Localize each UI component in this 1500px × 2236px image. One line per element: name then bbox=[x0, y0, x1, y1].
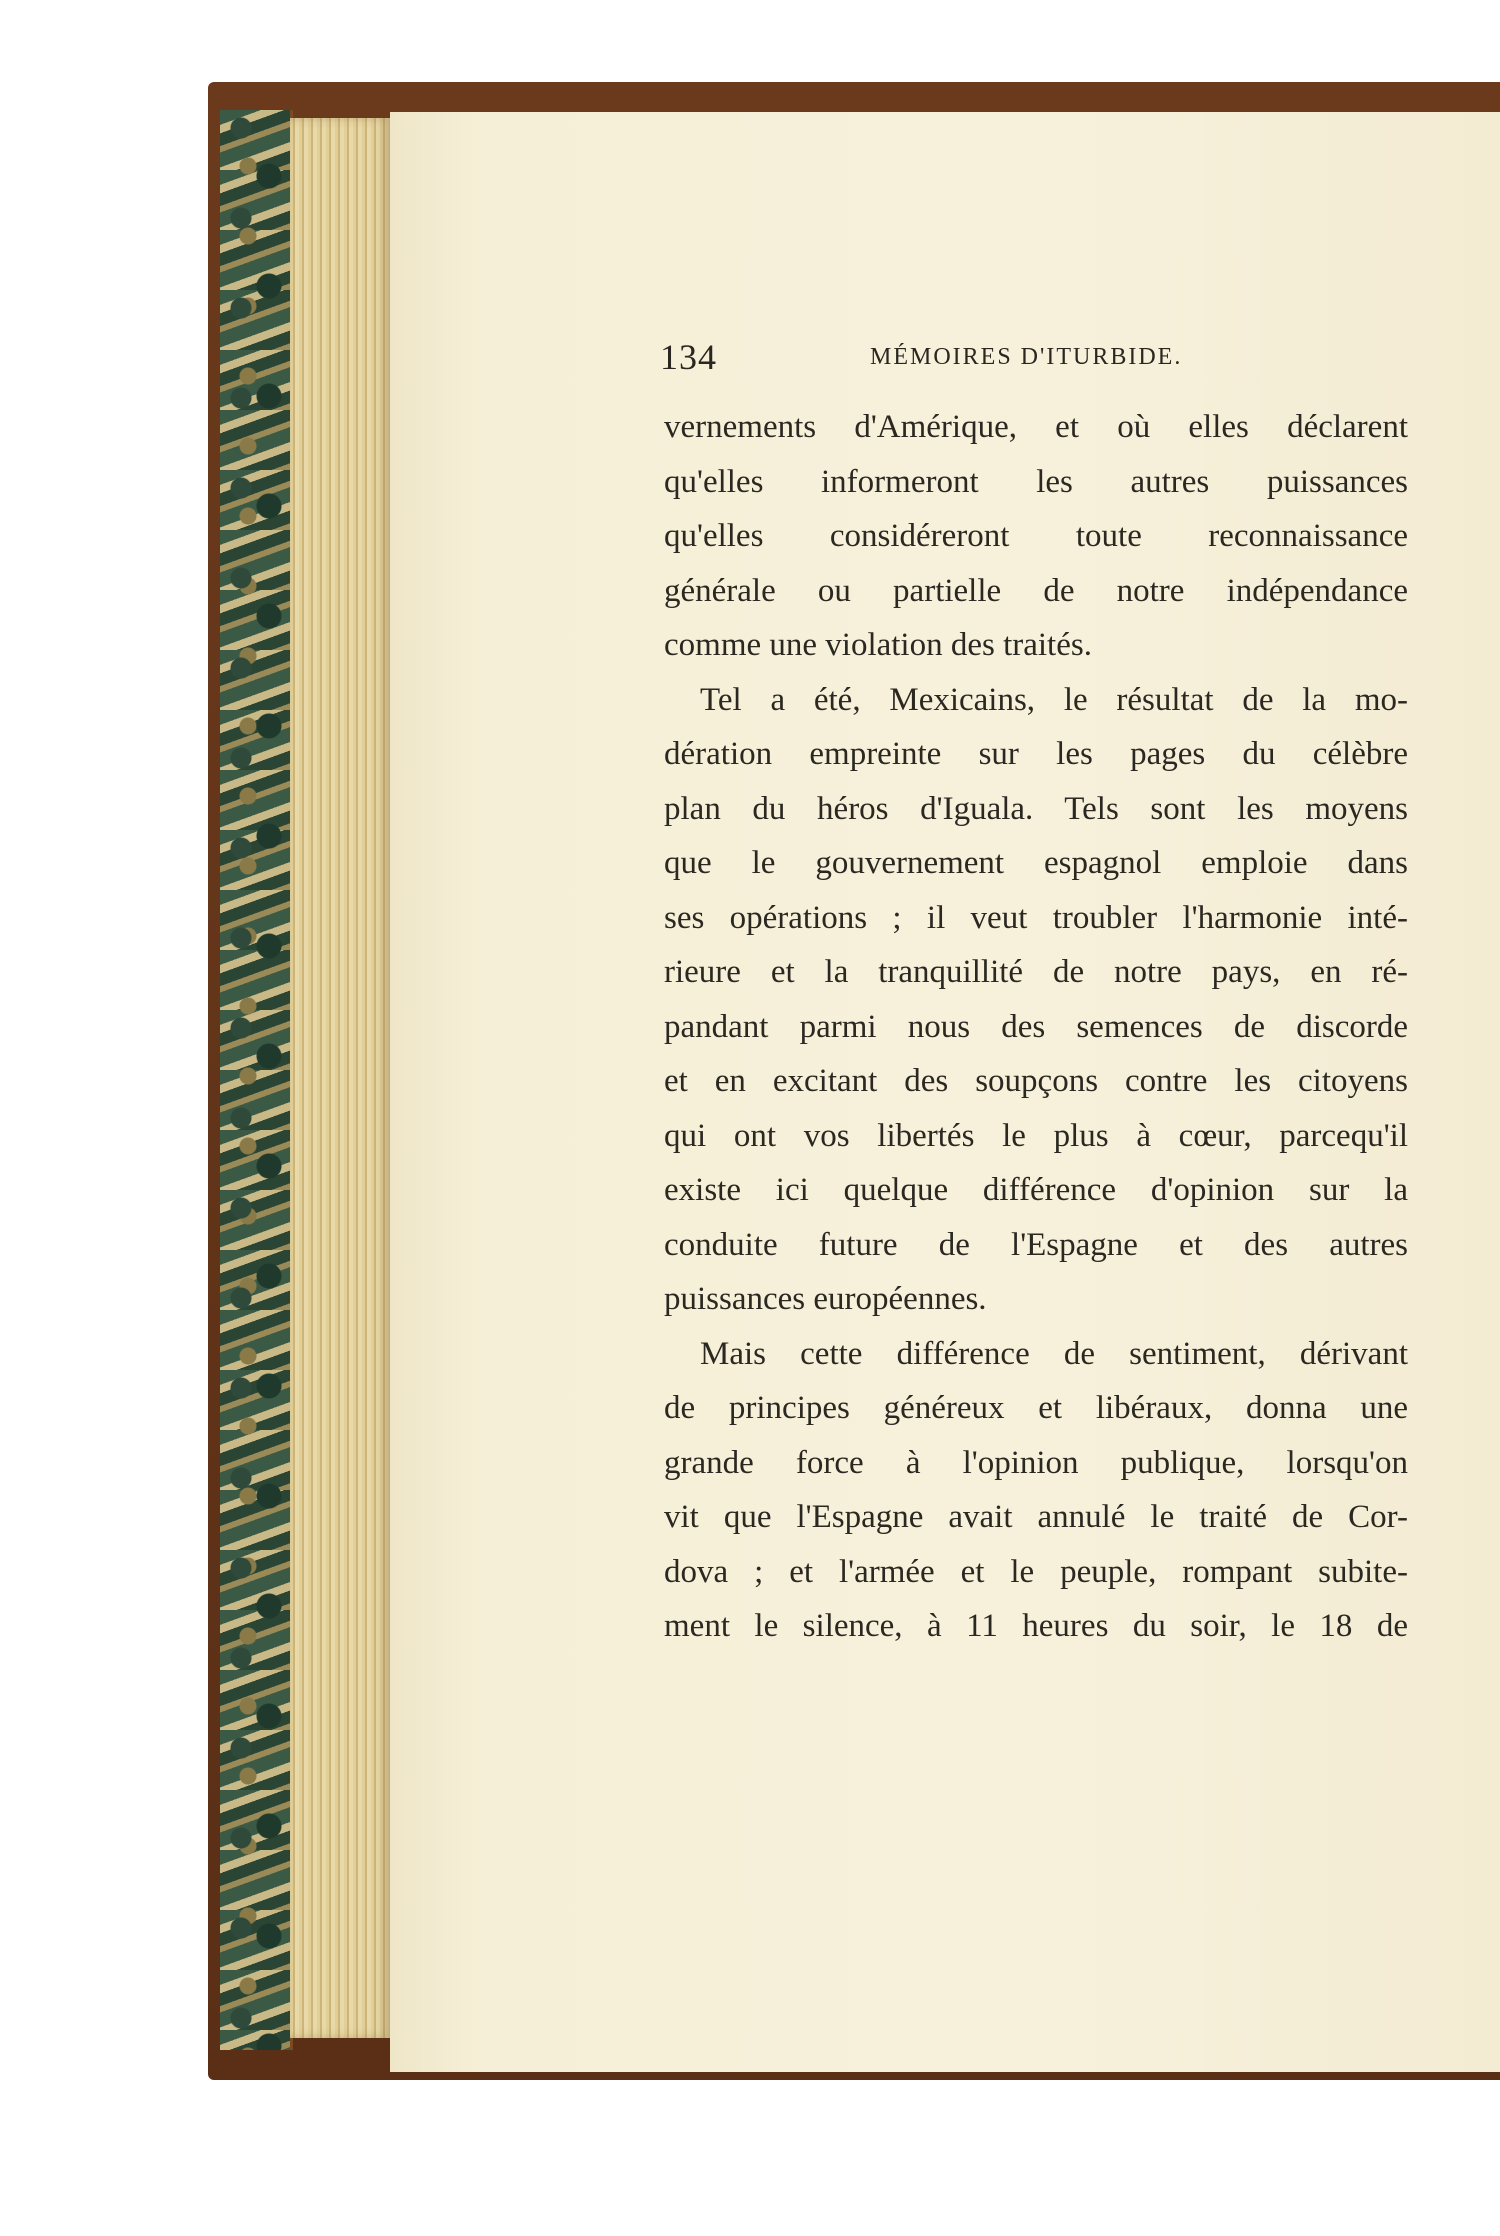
text-line: puissances européennes. bbox=[664, 1281, 987, 1317]
page-number: 134 bbox=[660, 337, 717, 377]
text-line: comme une violation des traités. bbox=[664, 627, 1092, 663]
running-title: MÉMOIRES D'ITURBIDE. bbox=[870, 344, 1183, 370]
text-line: pandant parmi nous des semences de discorde bbox=[664, 1008, 1408, 1045]
text-line: rieure et la tranquillité de notre pays, en ré- bbox=[664, 954, 1408, 990]
text-line: conduite future de l'Espagne et des autres bbox=[664, 1226, 1408, 1263]
paragraph bbox=[664, 400, 1408, 673]
marbled-cover-edge bbox=[220, 110, 293, 2050]
text-line: plan du héros d'Iguala. Tels sont les moyens bbox=[664, 790, 1408, 827]
text-line: qu'elles informeront les autres puissances bbox=[664, 463, 1408, 500]
text-line: de principes généreux et libéraux, donna une bbox=[664, 1390, 1408, 1426]
paragraph bbox=[664, 673, 1408, 1327]
page-header bbox=[660, 336, 1400, 386]
text-line: et en excitant des soupçons contre les citoyens bbox=[664, 1063, 1408, 1099]
text-line: dération empreinte sur les pages du célèbre bbox=[664, 736, 1408, 772]
page-edges bbox=[290, 118, 390, 2038]
text-line: dova ; et l'armée et le peuple, rompant subite- bbox=[664, 1553, 1408, 1590]
text-line: qu'elles considéreront toute reconnaissance bbox=[664, 518, 1408, 554]
text-line: grande force à l'opinion publique, lorsqu'on bbox=[664, 1444, 1408, 1481]
text-line: générale ou partielle de notre indépendance bbox=[664, 572, 1408, 609]
paragraph bbox=[664, 1327, 1408, 1654]
text-line: ses opérations ; il veut troubler l'harmonie inté- bbox=[664, 899, 1408, 936]
text-line: ment le silence, à 11 heures du soir, le 18 de bbox=[664, 1608, 1408, 1644]
text-line: vernements d'Amérique, et où elles déclarent bbox=[664, 409, 1408, 445]
text-line: que le gouvernement espagnol emploie dans bbox=[664, 845, 1408, 881]
text-line: vit que l'Espagne avait annulé le traité de Cor- bbox=[664, 1499, 1408, 1535]
text-line: Tel a été, Mexicains, le résultat de la mo- bbox=[700, 681, 1408, 718]
body-text bbox=[664, 400, 1408, 1654]
text-line: Mais cette différence de sentiment, dérivant bbox=[700, 1335, 1408, 1372]
text-line: qui ont vos libertés le plus à cœur, parcequ'il bbox=[664, 1117, 1408, 1154]
text-line: existe ici quelque différence d'opinion sur la bbox=[664, 1172, 1408, 1208]
